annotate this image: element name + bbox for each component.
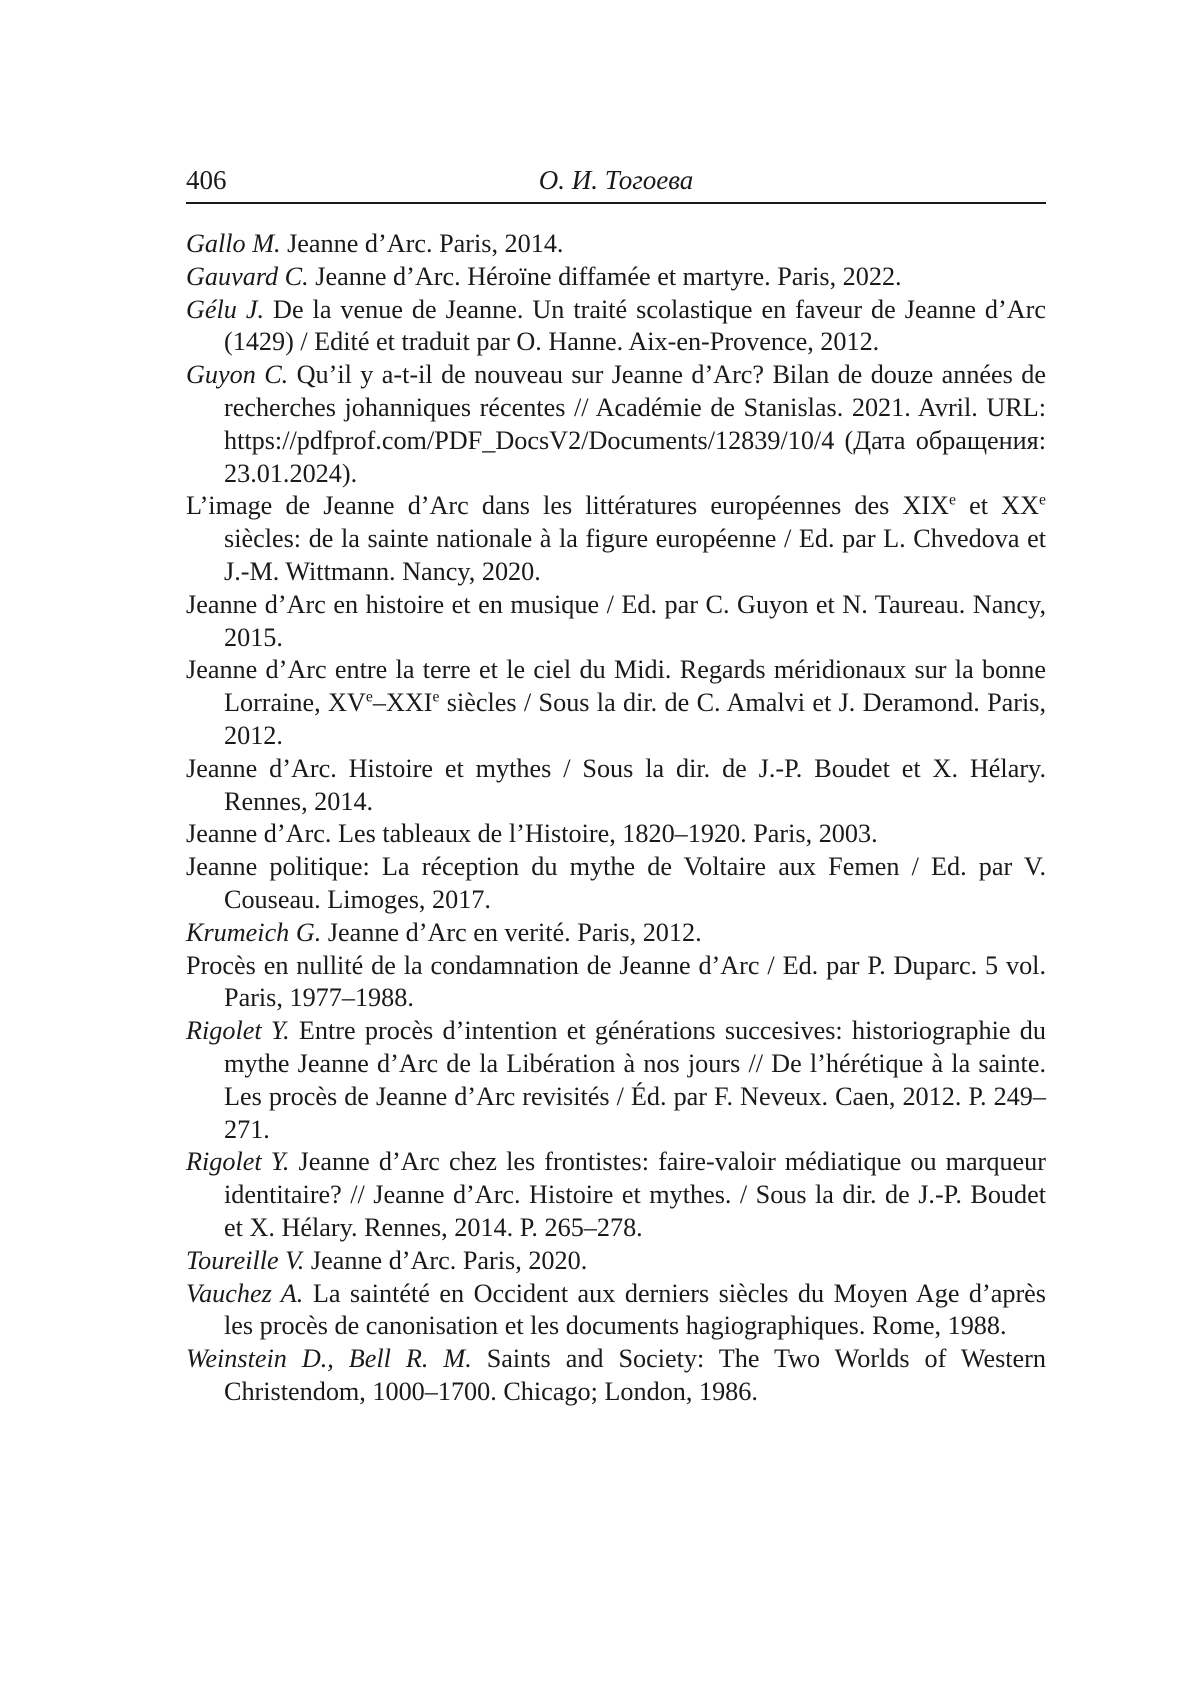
entry-text: Jeanne d’Arc en histoire et en musique / Ed. par C. Guyon et N. Taureau. Nancy, 2015. (186, 589, 1046, 652)
bibliography-entry (186, 950, 1046, 1016)
bibliography-entry (186, 818, 1046, 851)
superscript-marker: e (1039, 491, 1046, 509)
entry-text: Jeanne d’Arc. Paris, 2020. (304, 1245, 588, 1275)
entry-author: Guyon C. (186, 360, 289, 390)
entry-author: Weinstein D., Bell R. M. (186, 1344, 472, 1374)
entry-text: Jeanne d’Arc. Héroïne diffamée et martyre. Paris, 2022. (308, 261, 902, 291)
page-number: 406 (186, 165, 227, 195)
entry-text: –XXI (372, 688, 433, 718)
bibliography-entry (186, 1245, 1046, 1278)
entry-author: Krumeich G. (186, 917, 322, 947)
entry-text: Jeanne d’Arc en verité. Paris, 2012. (321, 917, 702, 947)
entry-author: Rigolet Y. (186, 1016, 290, 1046)
entry-text: Procès en nullité de la condamnation de Jeanne d’Arc / Ed. par P. Duparc. 5 vol. Paris, 1977–1988. (186, 950, 1046, 1013)
bibliography-entry (186, 228, 1046, 261)
entry-author: Vauchez A. (186, 1278, 304, 1308)
bibliography-entry (186, 490, 1046, 588)
entry-text: et XX (956, 491, 1040, 521)
entry-author: Gauvard C. (186, 261, 309, 291)
bibliography-entry (186, 359, 1046, 490)
page-header (186, 164, 1046, 204)
entry-author: Gallo M. (186, 229, 281, 258)
entry-text: Jeanne d’Arc entre la terre et le ciel du Midi. Regards méridionaux sur la bonne Lorraine, XV (186, 655, 1046, 718)
superscript-marker: e (432, 688, 440, 706)
bibliography-entry (186, 654, 1046, 752)
entry-text: siècles: de la sainte nationale à la figure européenne / Ed. par L. Chvedova et J.-M. Wittmann. Nancy, 2020. (224, 524, 1046, 586)
entry-author: Rigolet Y. (186, 1147, 290, 1177)
bibliography-entry (186, 1146, 1046, 1244)
bibliography-entry (186, 851, 1046, 917)
bibliography-entry (186, 917, 1046, 950)
bibliography-entry (186, 589, 1046, 655)
entry-text: L’image de Jeanne d’Arc dans les littératures européennes des XIX (186, 491, 950, 521)
bibliography-list (186, 228, 1046, 1409)
superscript-marker: e (365, 688, 373, 706)
bibliography-entry (186, 1278, 1046, 1344)
entry-text: La saintété en Occident aux derniers siècles du Moyen Age d’après les procès de canonisation et les documents hagiographiques. Rome, 1988. (224, 1278, 1046, 1341)
entry-text: siècles / Sous la dir. de C. Amalvi et J. Deramond. Paris, 2012. (224, 688, 1046, 750)
bibliography-entry (186, 294, 1046, 360)
bibliography-entry (186, 1015, 1046, 1146)
running-head: О. И. Тогоева (538, 165, 694, 195)
bibliography-entry (186, 753, 1046, 819)
superscript-marker: e (949, 491, 956, 509)
entry-author: Toureille V. (186, 1245, 305, 1275)
entry-text: Jeanne d’Arc chez les frontistes: faire-valoir médiatique ou marqueur identitaire? // Jeanne d’Arc. Histoire et mythes. / Sous la dir. de J.-P. Boudet et X. Hélary. Rennes, 2014. P. 265–278. (224, 1147, 1046, 1242)
entry-text: Qu’il y a-t-il de nouveau sur Jeanne d’Arc? Bilan de douze années de recherches johanniques récentes // Académie de Stanislas. 2021. Avril. URL: https://pdfprof.com/PDF_DocsV2/Documents/12839/10/4 (Дата обращения: 23.01.2024). (224, 360, 1046, 488)
entry-author: Gélu J. (186, 294, 265, 324)
entry-text: Jeanne politique: La réception du mythe de Voltaire aux Femen / Ed. par V. Couseau. Limoges, 2017. (186, 852, 1046, 914)
bibliography-entry (186, 1343, 1046, 1409)
entry-text: Saints and Society: The Two Worlds of Western Christendom, 1000–1700. Chicago; London, 1986. (224, 1344, 1046, 1406)
entry-text: Jeanne d’Arc. Paris, 2014. (280, 229, 564, 258)
entry-text: Jeanne d’Arc. Les tableaux de l’Histoire, 1820–1920. Paris, 2003. (186, 819, 878, 849)
bibliography-entry (186, 261, 1046, 294)
entry-text: Jeanne d’Arc. Histoire et mythes / Sous la dir. de J.-P. Boudet et X. Hélary. Rennes, 2014. (186, 753, 1046, 816)
entry-text: Entre procès d’intention et générations succesives: historiographie du mythe Jeanne d’Arc de la Libération à nos jours // De l’hérétique à la sainte. Les procès de Jeanne d’Arc revisités / Éd. par F. Neveux. Caen, 2012. P. 249–271. (224, 1016, 1046, 1144)
entry-text: De la venue de Jeanne. Un traité scolastique en faveur de Jeanne d’Arc (1429) / Edité et traduit par O. Hanne. Aix-en-Provence, 2012. (224, 294, 1047, 357)
